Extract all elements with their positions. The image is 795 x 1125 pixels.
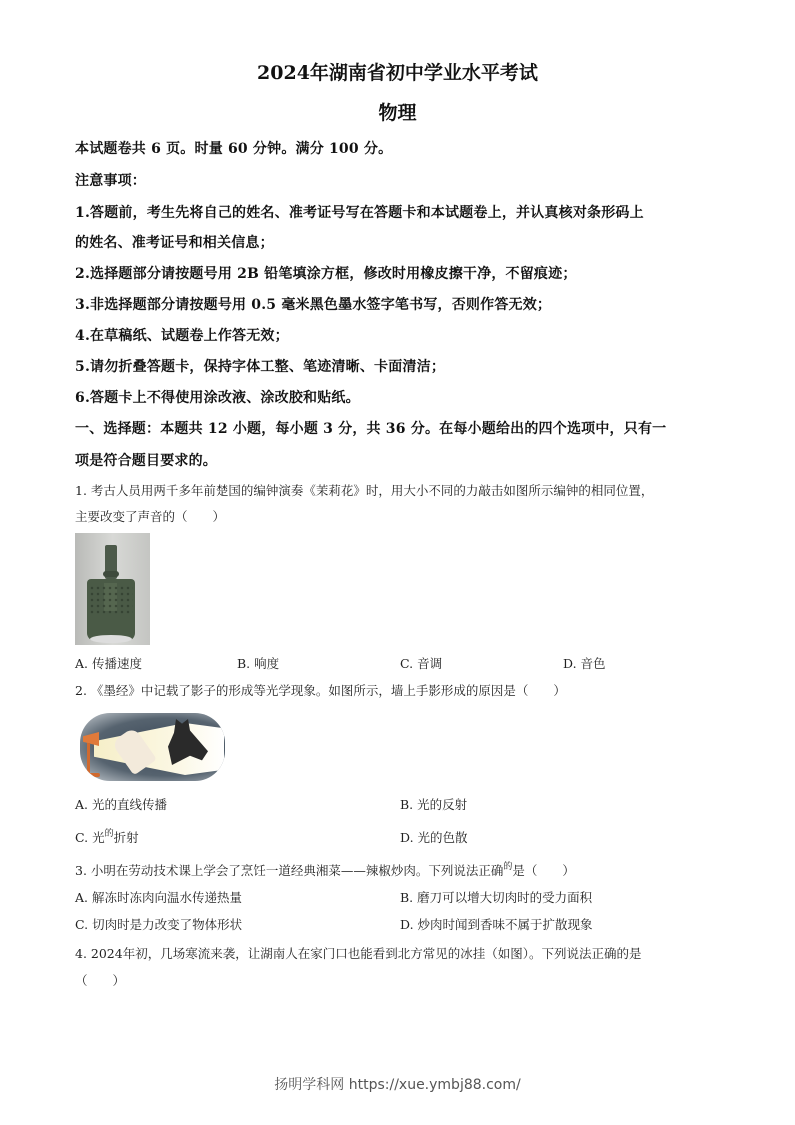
question-2-option-c — [75, 828, 139, 846]
question-3-stem-tail: 是（ ） — [512, 863, 575, 878]
option-c-tail: 折射 — [113, 830, 139, 845]
question-1-stem: 1. 考古人员用两千多年前楚国的编钟演奏《茉莉花》时，用大小不同的力敲击如图所示编钟的相同位置， — [75, 483, 654, 498]
notice-item-5: 5.请勿折叠答题卡，保持字体工整、笔迹清晰、卡面清洁； — [75, 359, 446, 375]
question-1-option-a: A. 传播速度 — [75, 656, 142, 671]
question-4-stem-cont: （ ） — [75, 973, 126, 988]
notice-heading: 注意事项： — [75, 173, 146, 189]
question-2-stem: 2. 《墨经》中记载了影子的形成等光学现象。如图所示，墙上手影形成的原因是（ ） — [75, 683, 566, 698]
option-c-superscript: 的 — [104, 829, 114, 839]
question-3-stem — [75, 861, 575, 879]
subject-title: 物理 — [378, 102, 417, 124]
question-1-stem-cont: 主要改变了声音的（ ） — [75, 509, 226, 524]
option-c-prefix: C. 光 — [75, 830, 105, 845]
question-2-option-d: D. 光的色散 — [400, 830, 468, 845]
question-1-option-b: B. 响度 — [237, 656, 280, 671]
hand-shadow-image — [80, 713, 225, 781]
question-2-option-b: B. 光的反射 — [400, 797, 468, 812]
notice-item-4: 4.在草稿纸、试题卷上作答无效； — [75, 328, 289, 344]
question-3-superscript: 的 — [503, 862, 513, 872]
question-2-option-a: A. 光的直线传播 — [75, 797, 167, 812]
notice-item-1-cont: 的姓名、准考证号和相关信息； — [75, 235, 274, 251]
bronze-bell-image — [75, 533, 150, 645]
question-1-option-c: C. 音调 — [400, 656, 443, 671]
notice-item-3: 3.非选择题部分请按题号用 0.5 毫米黑色墨水签字笔书写，否则作答无效； — [75, 297, 552, 313]
notice-item-6: 6.答题卡上不得使用涂改液、涂改胶和贴纸。 — [75, 390, 360, 406]
section-heading: 一、选择题：本题共 12 小题，每小题 3 分，共 36 分。在每小题给出的四个选项中，只有一 — [75, 421, 667, 437]
question-3-option-c: C. 切肉时是力改变了物体形状 — [75, 917, 243, 932]
question-4-stem: 4. 2024年初，几场寒流来袭，让湖南人在家门口也能看到北方常见的冰挂（如图）。下列说法正确的是 — [75, 946, 642, 961]
question-3-option-a: A. 解冻时冻肉向温水传递热量 — [75, 890, 242, 905]
notice-item-1: 1.答题前，考生先将自己的姓名、准考证号写在答题卡和本试题卷上，并认真核对条形码上 — [75, 205, 644, 221]
question-3-stem-main: 3. 小明在劳动技术课上学会了烹饪一道经典湘菜——辣椒炒肉。下列说法正确 — [75, 863, 504, 878]
question-3-option-d: D. 炒肉时闻到香味不属于扩散现象 — [400, 917, 593, 932]
footer-watermark: 扬明学科网 https://xue.ymbj88.com/ — [274, 1077, 521, 1093]
exam-info: 本试题卷共 6 页。时量 60 分钟。满分 100 分。 — [75, 141, 393, 157]
question-3-option-b: B. 磨刀可以增大切肉时的受力面积 — [400, 890, 593, 905]
exam-title: 2024年湖南省初中学业水平考试 — [257, 62, 538, 84]
notice-item-2: 2.选择题部分请按题号用 2B 铅笔填涂方框，修改时用橡皮擦干净，不留痕迹； — [75, 266, 577, 282]
question-1-option-d: D. 音色 — [563, 656, 606, 671]
section-heading-cont: 项是符合题目要求的。 — [75, 453, 217, 469]
